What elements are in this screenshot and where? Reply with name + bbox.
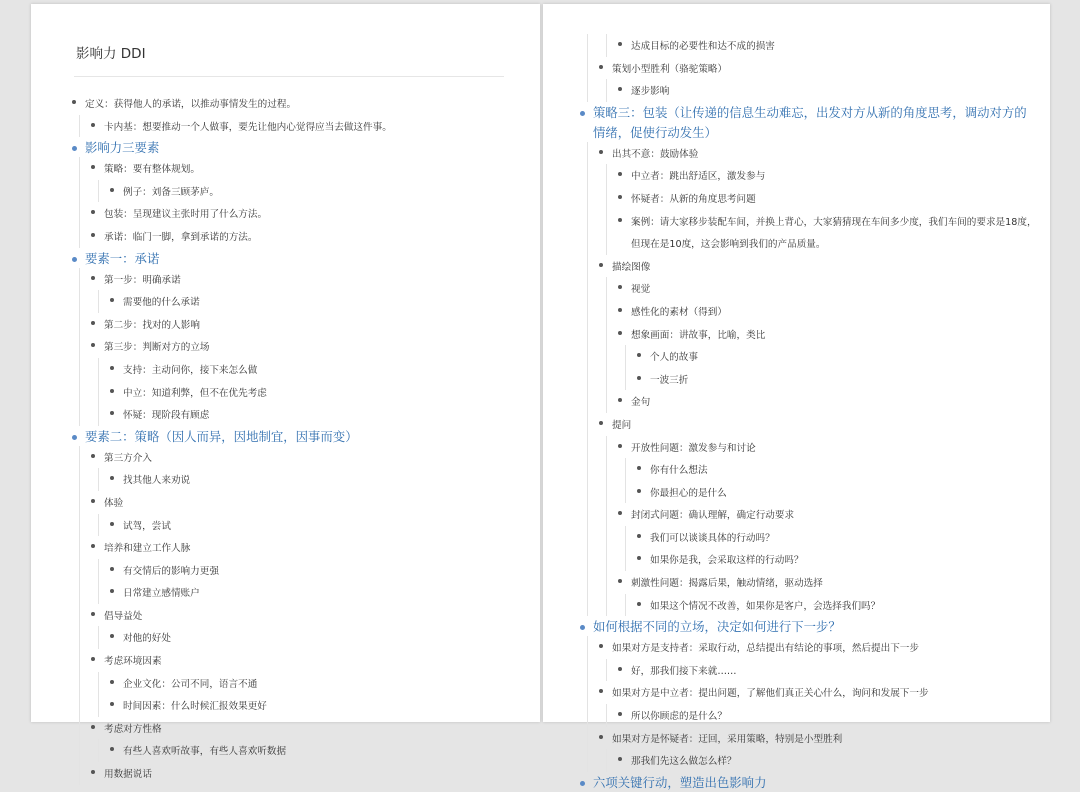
- outline-item: [88, 268, 519, 313]
- outline-item: [615, 300, 1037, 323]
- outline-item: [107, 581, 519, 604]
- outline-text: 想象画面：讲故事，比喻，类比: [631, 329, 766, 341]
- outline-text: 感性化的素材（得到）: [631, 306, 727, 318]
- outline-children: [606, 436, 1037, 617]
- outline-row[interactable]: [107, 694, 519, 717]
- outline-children: [98, 739, 519, 762]
- outline-children: [587, 142, 1037, 616]
- outline-text: 刺激性问题：揭露后果，触动情绪，驱动选择: [631, 578, 823, 590]
- outline-text: 找其他人来劝说: [123, 475, 191, 487]
- outline-row[interactable]: [88, 268, 519, 291]
- outline-row[interactable]: [615, 323, 1037, 346]
- outline-item: [88, 157, 519, 202]
- outline-children: [606, 749, 1037, 772]
- outline-item: [615, 79, 1037, 102]
- outline-text: 承诺：临门一脚，拿到承诺的方法。: [104, 231, 258, 243]
- outline-item: [615, 704, 1037, 727]
- outline-row[interactable]: [107, 626, 519, 649]
- outline-item: [615, 164, 1037, 187]
- outline-row[interactable]: [88, 157, 519, 180]
- outline-row[interactable]: [88, 202, 519, 225]
- outline-row[interactable]: [88, 604, 519, 627]
- outline-text: 第三方介入: [104, 452, 152, 464]
- outline-row[interactable]: [634, 368, 1037, 391]
- outline-row[interactable]: [596, 413, 1037, 436]
- outline-row[interactable]: [69, 137, 519, 157]
- outline-children: [98, 358, 519, 426]
- outline-text: 支持：主动问你，接下来怎么做: [123, 364, 258, 376]
- outline-item: [88, 604, 519, 649]
- outline-children: [98, 514, 519, 537]
- outline-row[interactable]: [88, 536, 519, 559]
- outline-children: [79, 115, 519, 138]
- outline-item: [634, 526, 1037, 549]
- outline-text: 时间因素：什么时候汇报效果更好: [123, 701, 267, 713]
- outline-text: 如果你是我，会采取这样的行动吗？: [650, 555, 804, 567]
- outline-text: 试驾，尝试: [123, 520, 171, 532]
- outline-text: 体验: [104, 497, 124, 509]
- outline-children: [98, 559, 519, 604]
- outline-row[interactable]: [88, 649, 519, 672]
- outline-item: [615, 659, 1037, 682]
- outline-item: [88, 225, 519, 248]
- outline-item: [88, 202, 519, 225]
- outline-children: [98, 626, 519, 649]
- outline-item: [107, 358, 519, 381]
- outline-item: [615, 571, 1037, 616]
- outline-children: [98, 468, 519, 491]
- outline-text: 策略：要有整体规划。: [104, 164, 200, 176]
- outline-text: 第二步：找对的人影响: [104, 319, 200, 331]
- outline-item: [88, 491, 519, 536]
- outline-item: [615, 187, 1037, 210]
- outline-text: 达成目标的必要性和达不成的损害: [631, 41, 775, 52]
- outline-item: [596, 681, 1037, 726]
- outline-text: 影响力三要素: [85, 140, 160, 156]
- outline-item: [596, 636, 1037, 681]
- outline-text: 中立者：跳出舒适区，激发参与: [631, 171, 766, 183]
- outline-right: [577, 34, 1037, 792]
- outline-text: 策略三：包装（让传递的信息生动难忘，出发对方从新的角度思考，调动对方的情绪，促使行动发生）: [593, 104, 1027, 140]
- outline-text: 好，那我们接下来就……: [631, 665, 737, 677]
- outline-row[interactable]: [615, 659, 1037, 682]
- outline-row[interactable]: [615, 300, 1037, 323]
- outline-text: 包装：呈现建议主张时用了什么方法。: [104, 209, 268, 221]
- outline-continuation: [596, 34, 1037, 57]
- outline-item: [88, 762, 519, 785]
- outline-children: [606, 277, 1037, 413]
- outline-children: [587, 34, 1037, 102]
- outline-text: 要素一：承诺: [85, 250, 160, 266]
- outline-text: 第一步：明确承诺: [104, 274, 181, 286]
- outline-row[interactable]: [88, 225, 519, 248]
- outline-item: [634, 368, 1037, 391]
- outline-item: [634, 548, 1037, 571]
- outline-item: [634, 481, 1037, 504]
- outline-text: 如果对方是支持者：采取行动，总结提出有结论的事项，然后提出下一步: [612, 643, 919, 655]
- outline-text: 有些人喜欢听故事，有些人喜欢听数据: [123, 746, 287, 758]
- outline-row[interactable]: [88, 313, 519, 336]
- outline-heading: [577, 772, 1037, 792]
- outline-text: 逐步影响: [631, 86, 670, 98]
- outline-item: [107, 381, 519, 404]
- outline-row[interactable]: [615, 34, 1037, 57]
- outline-row[interactable]: [615, 749, 1037, 772]
- outline-row[interactable]: [107, 739, 519, 762]
- outline-item: [88, 313, 519, 336]
- outline-children: [606, 704, 1037, 727]
- outline-text: 考虑对方性格: [104, 723, 162, 735]
- outline-heading: [69, 248, 519, 426]
- outline-item: [107, 514, 519, 537]
- outline-text: 如果对方是怀疑者：迂回，采用策略，特别是小型胜利: [612, 733, 843, 745]
- outline-children: [606, 34, 1037, 57]
- outline-text: 第三步：判断对方的立场: [104, 342, 210, 354]
- outline-item: [596, 57, 1037, 102]
- outline-text: 封闭式问题：确认理解，确定行动要求: [631, 510, 795, 522]
- outline-heading: [577, 616, 1037, 772]
- outline-item: [615, 436, 1037, 504]
- outline-row[interactable]: [615, 436, 1037, 459]
- outline-item: [634, 458, 1037, 481]
- outline-item: [596, 255, 1037, 413]
- outline-text: 个人的故事: [650, 352, 698, 364]
- outline-text: 开放性问题：激发参与和讨论: [631, 442, 756, 454]
- outline-text: 考虑环境因素: [104, 656, 162, 668]
- outline-row[interactable]: [615, 164, 1037, 187]
- outline-row[interactable]: [88, 115, 519, 138]
- outline-item: [596, 142, 1037, 255]
- outline-row[interactable]: [577, 772, 1037, 792]
- outline-text: 企业文化：公司不同，语言不通: [123, 678, 258, 690]
- outline-heading: [69, 426, 519, 785]
- outline-text: 中立：知道利弊，但不在优先考虑: [123, 387, 267, 399]
- outline-row[interactable]: [634, 594, 1037, 617]
- outline-row[interactable]: [107, 381, 519, 404]
- outline-children: [625, 526, 1037, 571]
- outline-children: [625, 345, 1037, 390]
- outline-row[interactable]: [634, 548, 1037, 571]
- outline-item: [107, 180, 519, 203]
- outline-text: 你最担心的是什么: [650, 487, 727, 499]
- outline-text: 你有什么想法: [650, 465, 708, 477]
- outline-item: [107, 559, 519, 582]
- outline-children: [625, 594, 1037, 617]
- outline-text: 六项关键行动，塑造出色影响力: [593, 774, 767, 790]
- outline-text: 怀疑者：从新的角度思考问题: [631, 193, 756, 205]
- outline-row[interactable]: [596, 727, 1037, 750]
- outline-text: 怀疑：现阶段有顾虑: [123, 410, 210, 422]
- outline-row[interactable]: [596, 636, 1037, 659]
- outline-children: [625, 458, 1037, 503]
- outline-row[interactable]: [107, 290, 519, 313]
- outline-row[interactable]: [615, 704, 1037, 727]
- outline-row[interactable]: [88, 762, 519, 785]
- outline-item: [88, 335, 519, 425]
- outline-item: [107, 672, 519, 695]
- outline-item: [107, 626, 519, 649]
- outline-item: [107, 468, 519, 491]
- outline-children: [98, 672, 519, 717]
- outline-row[interactable]: [615, 210, 1037, 255]
- outline-text: 例子：刘备三顾茅庐。: [123, 186, 219, 198]
- outline-text: 定义：获得他人的承诺，以推动事情发生的过程。: [85, 99, 297, 110]
- outline-text: 日常建立感情账户: [123, 588, 200, 600]
- outline-item: [615, 210, 1037, 255]
- outline-row[interactable]: [596, 255, 1037, 278]
- outline-children: [606, 164, 1037, 254]
- outline-row[interactable]: [634, 526, 1037, 549]
- outline-item: [69, 92, 519, 137]
- outline-text: 对他的好处: [123, 633, 171, 645]
- outline-row[interactable]: [615, 277, 1037, 300]
- outline-text: 那我们先这么做怎么样？: [631, 756, 737, 768]
- outline-left: [69, 92, 519, 785]
- outline-text: 视觉: [631, 284, 651, 296]
- outline-text: 一波三折: [650, 374, 689, 386]
- outline-text: 有交情后的影响力更强: [123, 565, 219, 577]
- outline-row[interactable]: [107, 514, 519, 537]
- outline-text: 我们可以谈谈具体的行动吗？: [650, 532, 775, 544]
- outline-text: 倡导益处: [104, 610, 143, 622]
- outline-text: 培养和建立工作人脉: [104, 543, 191, 555]
- outline-item: [88, 717, 519, 762]
- outline-row[interactable]: [88, 335, 519, 358]
- title-divider: [74, 76, 504, 77]
- outline-heading: [69, 137, 519, 247]
- outline-text: 金句: [631, 397, 651, 409]
- outline-row[interactable]: [107, 581, 519, 604]
- outline-text: 如果对方是中立者：提出问题，了解他们真正关心什么，询问和发展下一步: [612, 688, 929, 700]
- outline-row[interactable]: [615, 503, 1037, 526]
- outline-item: [615, 323, 1037, 391]
- outline-children: [79, 268, 519, 426]
- outline-item: [634, 345, 1037, 368]
- outline-children: [606, 79, 1037, 102]
- outline-item: [107, 403, 519, 426]
- outline-row[interactable]: [107, 559, 519, 582]
- outline-text: 如果这个情况不改善，如果你是客户，会选择我们吗？: [650, 600, 881, 612]
- outline-children: [79, 157, 519, 247]
- outline-row[interactable]: [615, 390, 1037, 413]
- outline-text: 所以你顾虑的是什么？: [631, 711, 727, 723]
- outline-text: 案例：请大家移步装配车间，并换上背心，大家猜猜现在车间多少度，我们车间的要求是18度，但现在是10度，这会影响到我们的产品质量。: [631, 216, 1037, 251]
- outline-item: [634, 594, 1037, 617]
- document-page-right: [543, 4, 1050, 790]
- outline-row[interactable]: [634, 345, 1037, 368]
- document-title: 影响力 DDI: [76, 46, 146, 62]
- outline-continuation: [577, 34, 1037, 102]
- outline-text: 策划小型胜利（骆驼策略）: [612, 63, 728, 75]
- outline-text: 如何根据不同的立场，决定如何进行下一步？: [593, 619, 841, 635]
- outline-children: [98, 290, 519, 313]
- outline-item: [596, 413, 1037, 616]
- outline-row[interactable]: [634, 458, 1037, 481]
- outline-item: [88, 446, 519, 491]
- outline-item: [615, 749, 1037, 772]
- outline-item: [88, 536, 519, 604]
- outline-children: [587, 636, 1037, 772]
- outline-item: [107, 694, 519, 717]
- outline-row[interactable]: [615, 79, 1037, 102]
- outline-item: [615, 34, 1037, 57]
- outline-row[interactable]: [577, 102, 1037, 142]
- outline-children: [79, 446, 519, 785]
- outline-item: [107, 739, 519, 762]
- outline-item: [615, 277, 1037, 300]
- outline-row[interactable]: [88, 491, 519, 514]
- outline-text: 描绘图像: [612, 261, 651, 273]
- outline-children: [606, 659, 1037, 682]
- outline-row[interactable]: [107, 358, 519, 381]
- document-page-left: [31, 4, 540, 781]
- outline-heading: [577, 102, 1037, 616]
- outline-item: [88, 649, 519, 717]
- outline-row[interactable]: [88, 446, 519, 469]
- outline-row[interactable]: [69, 426, 519, 446]
- outline-text: 出其不意：鼓励体验: [612, 148, 699, 160]
- outline-row[interactable]: [596, 142, 1037, 165]
- outline-row[interactable]: [634, 481, 1037, 504]
- outline-item: [88, 115, 519, 138]
- outline-row[interactable]: [596, 681, 1037, 704]
- outline-row[interactable]: [596, 57, 1037, 80]
- outline-row[interactable]: [69, 248, 519, 268]
- outline-children: [98, 180, 519, 203]
- outline-text: 卡内基：想要推动一个人做事，要先让他内心觉得应当去做这件事。: [104, 121, 392, 133]
- outline-row[interactable]: [615, 571, 1037, 594]
- outline-row[interactable]: [615, 187, 1037, 210]
- outline-item: [615, 503, 1037, 571]
- outline-row[interactable]: [88, 717, 519, 740]
- outline-row[interactable]: [577, 616, 1037, 636]
- outline-text: 提问: [612, 419, 632, 431]
- outline-item: [615, 390, 1037, 413]
- outline-item: [107, 290, 519, 313]
- outline-row[interactable]: [69, 92, 519, 115]
- outline-text: 要素二：策略（因人而异，因地制宜，因事而变）: [85, 428, 358, 444]
- outline-row[interactable]: [107, 180, 519, 203]
- outline-text: 用数据说话: [104, 769, 152, 781]
- outline-row[interactable]: [107, 403, 519, 426]
- outline-row[interactable]: [107, 672, 519, 695]
- outline-item: [596, 727, 1037, 772]
- outline-text: 需要他的什么承诺: [123, 297, 200, 309]
- outline-row[interactable]: [107, 468, 519, 491]
